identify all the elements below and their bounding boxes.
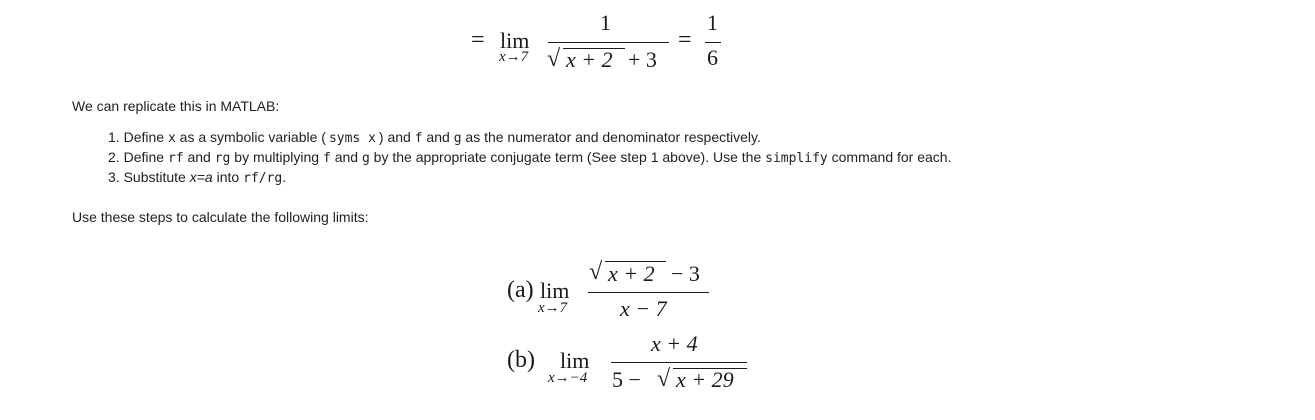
denominator: x − 7 bbox=[620, 296, 667, 321]
step-text: and bbox=[422, 129, 454, 145]
fraction-bar bbox=[588, 292, 709, 293]
code-rf-rg: rf/rg bbox=[243, 171, 283, 186]
code-g: g bbox=[361, 151, 370, 166]
code-g: g bbox=[453, 131, 462, 146]
step-text: Define bbox=[123, 149, 168, 165]
code-rg: rg bbox=[214, 151, 231, 166]
step-text: by the appropriate conjugate term (See step 1 above). Use the bbox=[369, 149, 766, 165]
sqrt-sign: √ bbox=[547, 46, 561, 72]
code-f: f bbox=[414, 131, 423, 146]
fraction-bar bbox=[548, 42, 669, 43]
denominator-rest: + 3 bbox=[628, 47, 657, 72]
step-text: Define bbox=[123, 129, 168, 145]
result-fraction-bar bbox=[705, 42, 721, 43]
sqrt-sign: √ bbox=[589, 259, 603, 285]
math-x-equals-a: x=a bbox=[189, 169, 213, 185]
numerator-rest: − 3 bbox=[671, 261, 700, 286]
equals-sign: = bbox=[471, 27, 485, 53]
limit-label: (b) bbox=[507, 347, 535, 373]
limit-label: (a) bbox=[507, 277, 534, 303]
lim-operator: lim bbox=[500, 28, 530, 53]
code-rf: rf bbox=[167, 151, 184, 166]
lim-operator: lim bbox=[540, 278, 570, 303]
step-text: ) and bbox=[378, 129, 415, 145]
step-text: Substitute bbox=[123, 169, 190, 185]
sqrt-sign: √ bbox=[657, 366, 671, 392]
step-number: 3. bbox=[108, 169, 120, 185]
fraction-numerator: 1 bbox=[600, 10, 611, 35]
sqrt-content: x + 2 bbox=[608, 261, 655, 286]
fraction-bar bbox=[611, 362, 747, 363]
lim-subscript: x→7 bbox=[538, 300, 568, 316]
step-text: . bbox=[282, 169, 287, 185]
denominator-start: 5 − bbox=[612, 367, 641, 392]
sqrt-content: x + 2 bbox=[566, 47, 613, 72]
step-number: 1. bbox=[108, 129, 120, 145]
step-text: into bbox=[212, 169, 244, 185]
step-text: by multiplying bbox=[230, 149, 323, 165]
step-text: and bbox=[330, 149, 362, 165]
step-text: as the numerator and denominator respectively. bbox=[461, 129, 761, 145]
step-1 bbox=[108, 127, 951, 147]
code-syms: syms x bbox=[328, 131, 376, 146]
step-number: 2. bbox=[108, 149, 120, 165]
step-2 bbox=[108, 147, 951, 167]
step-text: and bbox=[183, 149, 215, 165]
numerator: x + 4 bbox=[651, 331, 698, 356]
steps-list bbox=[108, 127, 951, 187]
step-text: command for each. bbox=[827, 149, 952, 165]
result-denominator: 6 bbox=[707, 45, 718, 70]
step-3 bbox=[108, 167, 951, 187]
equals-sign-2: = bbox=[678, 27, 692, 53]
sqrt-content: x + 29 bbox=[676, 367, 734, 392]
result-numerator: 1 bbox=[707, 10, 718, 35]
code-f: f bbox=[322, 151, 331, 166]
lim-subscript: x→−4 bbox=[548, 370, 588, 386]
code-simplify: simplify bbox=[765, 151, 828, 166]
step-text: as a symbolic variable ( bbox=[175, 129, 326, 145]
code-x: x bbox=[167, 131, 176, 146]
intro-text: We can replicate this in MATLAB: bbox=[72, 98, 280, 114]
lim-subscript: x→7 bbox=[499, 49, 529, 65]
steps-instruction: Use these steps to calculate the following limits: bbox=[72, 209, 369, 225]
lim-operator: lim bbox=[560, 348, 590, 373]
